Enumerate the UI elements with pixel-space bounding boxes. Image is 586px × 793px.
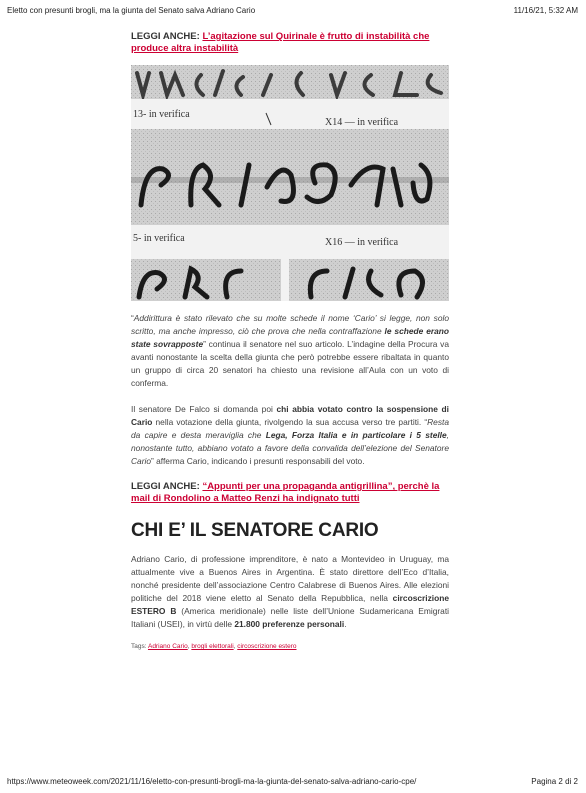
- text-segment: Il senatore De Falco si domanda poi: [131, 404, 277, 414]
- ballot-photo-graphic: [131, 65, 449, 301]
- tag-adriano-cario[interactable]: Adriano Cario: [147, 643, 188, 650]
- quote-close: ” continua il senatore nel suo articolo. L’indagine della Procura va avanti nonostante la scelta della giunta che però potrebbe essere ribaltata in quanto un gruppo di circa 20 senatori ha chiesto una revisione all’Aula con un voto di conferma.: [131, 339, 449, 388]
- quote-bold: le schede erano state sovrapposte: [131, 326, 449, 349]
- ballot-label-13: 13- in verifica: [133, 109, 190, 120]
- text-segment: ” afferma Cario, indicando i presunti responsabili del voto.: [151, 456, 365, 466]
- tag-separator: ,: [187, 643, 192, 650]
- ballot-label-15: 5- in verifica: [133, 233, 185, 244]
- quote-open: “: [131, 313, 134, 323]
- section-heading: CHI E’ IL SENATORE CARIO: [131, 520, 379, 541]
- tag-separator: ,: [233, 643, 238, 650]
- print-footer-url: https://www.meteoweek.com/2021/11/16/eletto-con-presunti-brogli-ma-la-giunta-del-senato-salva-adriano-cario-cpe/: [7, 777, 417, 786]
- tags-label: Tags:: [131, 643, 148, 650]
- leggi-anche-link-quirinale[interactable]: L’agitazione sul Quirinale è frutto di instabilità che produce altra instabilità: [131, 31, 430, 54]
- italic-segment: , nonostante tutto, abbiano votato a favore della convalida dell’elezione del Senatore Cario: [131, 430, 449, 466]
- leggi-anche-1: [131, 31, 449, 55]
- leggi-anche-2: [131, 481, 449, 505]
- paragraph-de-falco: [131, 403, 449, 468]
- italic-segment: Resta da capire e desta meraviglia che: [131, 417, 449, 440]
- article-body: [131, 31, 449, 650]
- bold-segment: 21.800 preferenze personali: [234, 619, 345, 629]
- bold-segment: circoscrizione ESTERO B: [131, 593, 449, 616]
- text-segment: .: [344, 619, 347, 629]
- bold-italic-segment: Lega, Forza Italia e in particolare i 5 stelle: [265, 430, 447, 440]
- tags-list: [131, 643, 449, 650]
- print-footer-page: Pagina 2 di 2: [531, 777, 578, 786]
- print-header-datetime: 11/16/21, 5:32 AM: [513, 6, 578, 15]
- text-segment: Adriano Cario, di professione imprenditore, è nato a Montevideo in Uruguay, ma attualmente vive a Buenos Aires in Argentina. È stato direttore dell’Eco d’Italia, nonché presidente dell’associazione Centro Calabrese di Buenos Aires. Alle elezioni politiche del 2018 viene eletto al Senato della Repubblica, nella: [131, 554, 449, 603]
- leggi-anche-link-rondolino[interactable]: “Appunti per una propaganda antigrillina”, perchè la mail di Rondolino a Matteo Renzi ha indignato tutti: [131, 481, 440, 504]
- ballot-label-16: X16 — in verifica: [325, 237, 399, 248]
- tag-brogli-elettorali[interactable]: brogli elettorali: [191, 643, 234, 650]
- paragraph-bio: [131, 553, 449, 631]
- ballot-label-14: X14 — in verifica: [325, 117, 399, 128]
- text-segment: (America meridionale) nelle liste dell’Unione Sudamericana Emigrati Italiani (USEI), in virtù delle: [131, 606, 450, 629]
- tag-circoscrizione-estero[interactable]: circoscrizione estero: [237, 643, 297, 650]
- print-header-title: Eletto con presunti brogli, ma la giunta del Senato salva Adriano Cario: [7, 6, 256, 15]
- leggi-anche-label: LEGGI ANCHE:: [131, 481, 203, 492]
- paragraph-quote: [131, 312, 449, 390]
- text-segment: nella votazione della giunta, rivolgendo la sua accusa verso tre partiti. “: [152, 417, 428, 427]
- leggi-anche-label: LEGGI ANCHE:: [131, 31, 203, 42]
- ballot-photo: [131, 65, 449, 301]
- bold-segment: chi abbia votato contro la sospensione di Cario: [131, 404, 449, 427]
- quote-italic: Addirittura è stato rilevato che su molte schede il nome ‘Cario’ si legge, non solo scritto, ma anche impresso, ciò che prova che nella contraffazione: [131, 313, 449, 336]
